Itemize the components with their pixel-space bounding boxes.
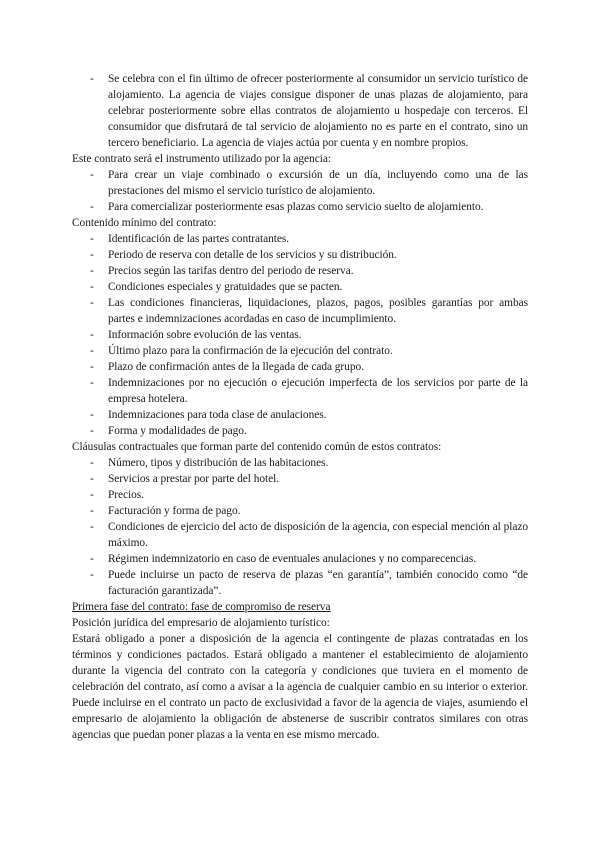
intro-list — [72, 71, 528, 151]
list-item: - Identificación de las partes contratantes. — [72, 231, 528, 247]
list-item: - Puede incluirse un pacto de reserva de plazas “en garantía”, también conocido como “de facturación garantizada”. — [72, 567, 528, 599]
list-item: - Régimen indemnizatorio en caso de eventuales anulaciones y no comparecencias. — [72, 551, 528, 567]
clausulas-list — [72, 455, 528, 599]
instrument-heading: Este contrato será el instrumento utilizado por la agencia: — [72, 153, 331, 165]
list-item: - Indemnizaciones para toda clase de anulaciones. — [72, 407, 528, 423]
section-subheading: Posición jurídica del empresario de alojamiento turístico: — [72, 617, 330, 629]
list-item: - Para comercializar posteriormente esas plazas como servicio suelto de alojamiento. — [72, 199, 528, 215]
list-item: - Precios según las tarifas dentro del periodo de reserva. — [72, 263, 528, 279]
list-item: - Se celebra con el fin último de ofrecer posteriormente al consumidor un servicio turístico de alojamiento. La agencia de viajes consigue disponer de unas plazas de alojamiento, para celebrar posteriormente sobre ellas contratos de alojamiento u hospedaje con terceros. El consumidor que disfrutará de tal servicio de alojamiento no es parte en el contrato, sino un tercero beneficiario. La agencia de viajes actúa por cuenta y en nombre propios. — [72, 71, 528, 151]
list-item: - Servicios a prestar por parte del hotel. — [72, 471, 528, 487]
list-item: - Para crear un viaje combinado o excursión de un día, incluyendo como una de las prestaciones del mismo el servicio turístico de alojamiento. — [72, 167, 528, 199]
list-item: - Condiciones especiales y gratuidades que se pacten. — [72, 279, 528, 295]
list-item: - Precios. — [72, 487, 528, 503]
list-item: - Las condiciones financieras, liquidaciones, plazos, pagos, posibles garantías por ambas partes e indemnizaciones acordadas en caso de incumplimiento. — [72, 295, 528, 327]
list-item: - Información sobre evolución de las ventas. — [72, 327, 528, 343]
clausulas-heading: Cláusulas contractuales que forman parte del contenido común de estos contratos: — [72, 441, 442, 453]
list-item: - Condiciones de ejercicio del acto de disposición de la agencia, con especial mención al plazo máximo. — [72, 519, 528, 551]
instrument-list — [72, 167, 528, 215]
list-item: - Indemnizaciones por no ejecución o ejecución imperfecta de los servicios por parte de la empresa hotelera. — [72, 375, 528, 407]
section-paragraph: Estará obligado a poner a disposición de la agencia el contingente de plazas contratadas en los términos y condiciones pactados. Estará obligado a mantener el establecimiento de alojamiento durante la vigencia del contrato con la categoría y condiciones que tuviera en el momento de celebración del contrato, así como a avisar a la agencia de cualquier cambio en su interior o exterior. Puede incluirse en el contrato un pacto de exclusividad a favor de la agencia de viajes, asumiendo el empresario de alojamiento la obligación de abstenerse de suscribir contratos similares con otras agencias que puedan poner plazas a la venta en ese mismo mercado. — [72, 633, 528, 741]
list-item: - Plazo de confirmación antes de la llegada de cada grupo. — [72, 359, 528, 375]
list-item: - Forma y modalidades de pago. — [72, 423, 528, 439]
section-title: Primera fase del contrato: fase de compromiso de reserva — [72, 601, 331, 613]
contenido-minimo-heading: Contenido mínimo del contrato: — [72, 217, 217, 229]
list-item: - Facturación y forma de pago. — [72, 503, 528, 519]
list-item: - Periodo de reserva con detalle de los servicios y su distribución. — [72, 247, 528, 263]
list-item: - Número, tipos y distribución de las habitaciones. — [72, 455, 528, 471]
contenido-minimo-list — [72, 231, 528, 439]
list-item: - Último plazo para la confirmación de la ejecución del contrato. — [72, 343, 528, 359]
